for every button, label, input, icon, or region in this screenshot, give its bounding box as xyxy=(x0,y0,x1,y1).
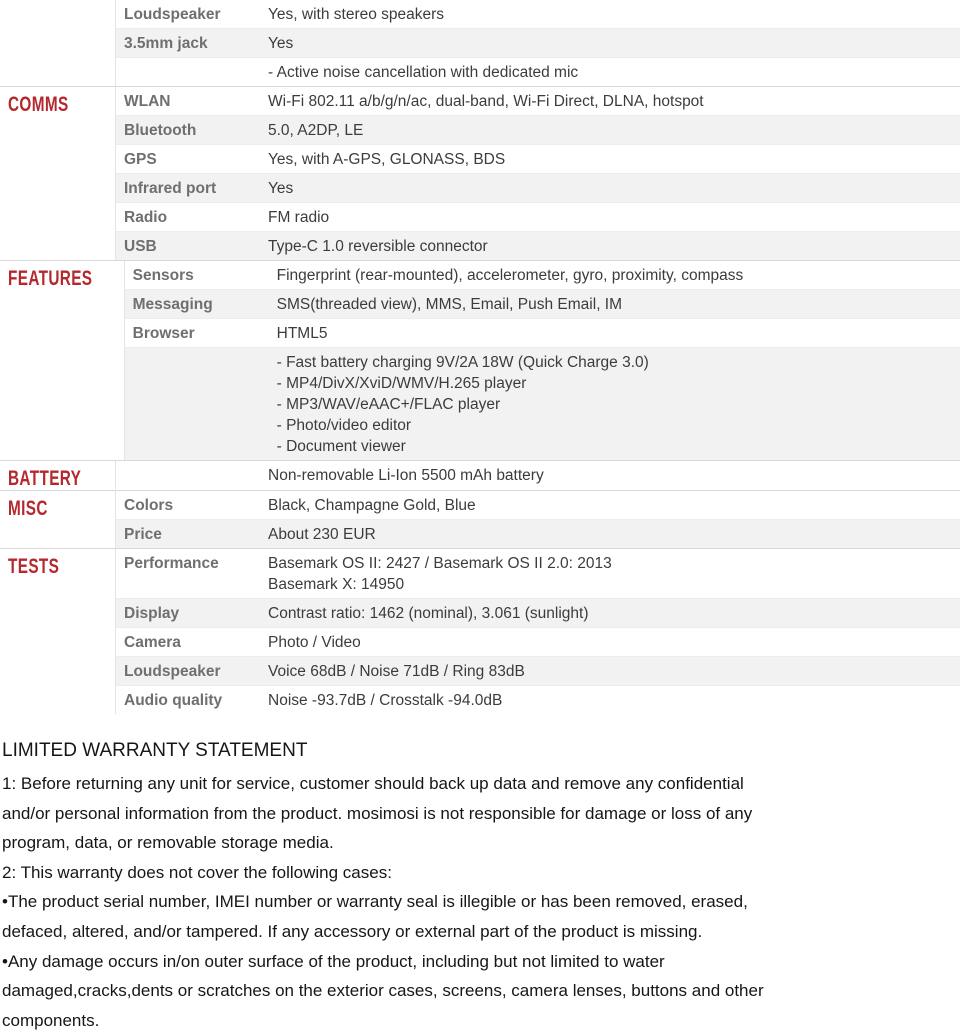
spec-row xyxy=(115,627,960,656)
spec-value-line: Contrast ratio: 1462 (nominal), 3.061 (sunlight) xyxy=(268,605,589,622)
spec-value-line: Basemark OS II: 2427 / Basemark OS II 2.0: 2013 xyxy=(268,555,612,572)
spec-row-label: Browser xyxy=(124,319,277,347)
spec-value-line: - MP3/WAV/eAAC+/FLAC player xyxy=(276,396,501,413)
section-title: MISC xyxy=(8,497,48,520)
section-title-column xyxy=(0,549,115,714)
spec-row-value xyxy=(268,58,960,86)
section-rows xyxy=(115,0,960,86)
spec-section xyxy=(0,0,960,86)
spec-row xyxy=(124,261,960,289)
spec-row xyxy=(115,519,960,548)
spec-value-line: Yes xyxy=(268,180,294,197)
section-rows xyxy=(115,549,960,714)
spec-row xyxy=(124,289,960,318)
spec-value-line: 5.0, A2DP, LE xyxy=(268,122,364,139)
spec-row xyxy=(115,461,960,489)
spec-row-label: Camera xyxy=(115,628,268,656)
spec-row-value xyxy=(268,461,960,489)
spec-section xyxy=(0,548,960,714)
warranty-line: 1: Before returning any unit for service, customer should back up data and remove any confidential xyxy=(2,774,744,793)
warranty-heading: LIMITED WARRANTY STATEMENT xyxy=(2,740,308,761)
warranty-line: defaced, altered, and/or tampered. If any accessory or external part of the product is missing. xyxy=(2,921,703,941)
spec-row xyxy=(115,491,960,519)
warranty-line: •The product serial number, IMEI number or warranty seal is illegible or has been removed, erased, xyxy=(2,892,748,912)
spec-value-line: About 230 EUR xyxy=(268,526,376,543)
spec-row xyxy=(115,173,960,202)
spec-value-line: - Fast battery charging 9V/2A 18W (Quick Charge 3.0) xyxy=(276,354,649,371)
spec-value-line: Noise -93.7dB / Crosstalk -94.0dB xyxy=(268,692,503,709)
spec-value-line: HTML5 xyxy=(276,325,328,342)
spec-row-value xyxy=(268,145,960,173)
warranty-line: and/or personal information from the product. mosimosi is not responsible for damage or loss of any xyxy=(2,803,753,823)
spec-value-line: Yes, with A-GPS, GLONASS, BDS xyxy=(268,151,506,168)
spec-row xyxy=(115,115,960,144)
spec-row-label: WLAN xyxy=(115,87,268,115)
spec-value-line: Photo / Video xyxy=(268,634,361,651)
spec-row xyxy=(115,87,960,115)
spec-row-value xyxy=(268,29,960,57)
warranty-line: 2: This warranty does not cover the following cases: xyxy=(2,862,392,882)
spec-row-label xyxy=(115,461,268,489)
spec-value-line: - Active noise cancellation with dedicated mic xyxy=(268,64,579,81)
warranty-line: •Any damage occurs in/on outer surface of the product, including but not limited to water xyxy=(2,951,665,971)
spec-value-line: - Document viewer xyxy=(276,438,406,455)
spec-row-value xyxy=(268,549,960,598)
spec-row-label: Bluetooth xyxy=(115,116,268,144)
spec-row-value xyxy=(268,657,960,685)
warranty-line: components. xyxy=(2,1010,100,1030)
section-title-column xyxy=(0,0,115,86)
spec-value-line: Wi-Fi 802.11 a/b/g/n/ac, dual-band, Wi-Fi Direct, DLNA, hotspot xyxy=(268,93,704,110)
spec-value-line: Yes, with stereo speakers xyxy=(268,6,445,23)
spec-row-label: Infrared port xyxy=(115,174,268,202)
spec-section xyxy=(0,490,960,548)
spec-value-line: SMS(threaded view), MMS, Email, Push Email, IM xyxy=(276,296,623,313)
spec-row-label: GPS xyxy=(115,145,268,173)
section-title: COMMS xyxy=(8,93,69,116)
spec-value-line: FM radio xyxy=(268,209,330,226)
section-rows xyxy=(115,461,960,490)
warranty-section xyxy=(2,736,952,1035)
spec-row xyxy=(124,318,960,347)
spec-row-label: Display xyxy=(115,599,268,627)
spec-row-label: Colors xyxy=(115,491,268,519)
spec-value-line: Voice 68dB / Noise 71dB / Ring 83dB xyxy=(268,663,525,680)
section-rows xyxy=(115,87,960,260)
section-title: FEATURES xyxy=(8,267,93,290)
spec-section xyxy=(0,260,960,460)
spec-row-value xyxy=(277,290,960,318)
spec-row-value xyxy=(268,520,960,548)
spec-section xyxy=(0,460,960,490)
spec-row-label: Sensors xyxy=(124,261,277,289)
warranty-line: damaged,cracks,dents or scratches on the exterior cases, screens, camera lenses, buttons and other xyxy=(2,981,764,1001)
section-title: TESTS xyxy=(8,555,60,578)
spec-value-line: Basemark X: 14950 xyxy=(268,576,405,593)
spec-row-label: USB xyxy=(115,232,268,260)
spec-row-label: Performance xyxy=(115,549,268,598)
spec-row-label: Loudspeaker xyxy=(115,657,268,685)
spec-row-value xyxy=(268,491,960,519)
section-title-column xyxy=(0,87,115,260)
spec-row xyxy=(115,549,960,598)
spec-value-line: Non-removable Li-Ion 5500 mAh battery xyxy=(268,467,544,484)
spec-row-value xyxy=(277,319,960,347)
spec-row xyxy=(115,202,960,231)
spec-row-label: Messaging xyxy=(124,290,277,318)
section-title-column xyxy=(0,261,124,460)
section-rows xyxy=(124,261,960,460)
spec-section xyxy=(0,86,960,260)
spec-row xyxy=(115,0,960,28)
spec-row xyxy=(115,231,960,260)
spec-row-label: Price xyxy=(115,520,268,548)
spec-value-line: Type-C 1.0 reversible connector xyxy=(268,238,488,255)
spec-row-label: Radio xyxy=(115,203,268,231)
spec-row-label: Loudspeaker xyxy=(115,0,268,28)
spec-row xyxy=(115,598,960,627)
spec-row-value xyxy=(268,232,960,260)
spec-row xyxy=(115,144,960,173)
spec-row-value xyxy=(268,686,960,714)
spec-row-value xyxy=(268,599,960,627)
section-rows xyxy=(115,491,960,548)
spec-row xyxy=(115,57,960,86)
spec-row xyxy=(115,656,960,685)
spec-row-value xyxy=(277,348,960,460)
spec-value-line: - Photo/video editor xyxy=(276,417,412,434)
section-title-column xyxy=(0,461,115,490)
spec-row-label: 3.5mm jack xyxy=(115,29,268,57)
warranty-body xyxy=(2,769,952,1035)
spec-row-label: Audio quality xyxy=(115,686,268,714)
spec-value-line: Yes xyxy=(268,35,294,52)
section-title-column xyxy=(0,491,115,548)
spec-value-line: Fingerprint (rear-mounted), accelerometer, gyro, proximity, compass xyxy=(276,267,744,284)
spec-row-value xyxy=(268,628,960,656)
spec-value-line: - MP4/DivX/XviD/WMV/H.265 player xyxy=(276,375,527,392)
spec-row-value xyxy=(268,174,960,202)
spec-row-label xyxy=(115,58,268,86)
warranty-line: program, data, or removable storage media. xyxy=(2,833,334,853)
spec-row-value xyxy=(268,203,960,231)
spec-row-label xyxy=(124,348,277,460)
section-title: BATTERY xyxy=(8,467,82,490)
spec-row-value xyxy=(268,0,960,28)
spec-row-value xyxy=(268,116,960,144)
spec-row-value xyxy=(277,261,960,289)
spec-row xyxy=(115,685,960,714)
spec-row xyxy=(115,28,960,57)
spec-row xyxy=(124,347,960,460)
spec-row-value xyxy=(268,87,960,115)
spec-value-line: Black, Champagne Gold, Blue xyxy=(268,497,476,514)
